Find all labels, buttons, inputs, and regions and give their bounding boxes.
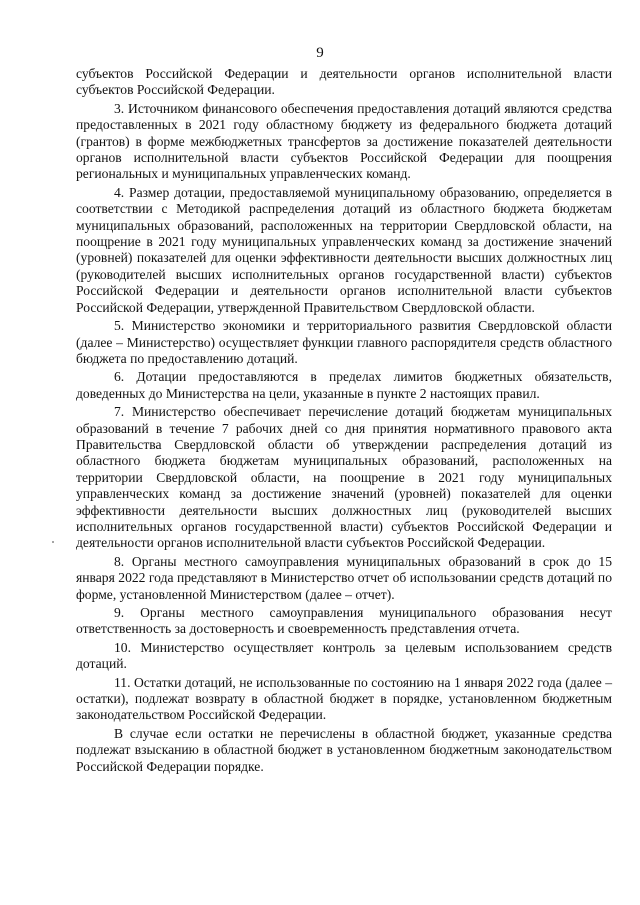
- paragraph-item-6: 6. Дотации предоставляются в пределах лимитов бюджетных обязательств, доведенных до Министерства на цели, указанные в пункте 2 настоящих правил.: [76, 369, 612, 401]
- paragraph-item-9: 9. Органы местного самоуправления муниципального образования несут ответственность за достоверность и своевременность представления отчета.: [76, 605, 612, 637]
- document-body: [76, 66, 612, 777]
- paragraph-item-7: 7. Министерство обеспечивает перечисление дотаций бюджетам муниципальных образований в течение 7 рабочих дней со дня принятия нормативного правового акта Правительства Свердловской области об утверждении распределения дотаций из областного бюджета бюджетам муниципальных образований, расположенных на территории Свердловской области, на поощрение в 2021 году муниципальных управленческих команд за достижение значений (уровней) показателей для оценки эффективности деятельности высших должностных лиц (руководителей высших исполнительных органов государственной власти) субъектов Российской Федерации и деятельности органов исполнительной власти субъектов Российской Федерации.: [76, 404, 612, 551]
- paragraph-item-10: 10. Министерство осуществляет контроль за целевым использованием средств дотаций.: [76, 639, 612, 672]
- paragraph-item-3: 3. Источником финансового обеспечения предоставления дотаций являются средства предоставленных в 2021 году областному бюджету из федерального бюджета дотаций (грантов) в форме межбюджетных трансфертов за достижение показателей деятельности органов исполнительной власти субъектов Российской Федерации для поощрения региональных и муниципальных управленческих команд.: [76, 100, 612, 182]
- paragraph-item-11: 11. Остатки дотаций, не использованные по состоянию на 1 января 2022 года (далее – остатки), подлежат возврату в областной бюджет в порядке, установленном бюджетным законодательством Российской Федерации.: [76, 674, 612, 723]
- margin-mark: [52, 541, 54, 543]
- paragraph-item-5: 5. Министерство экономики и территориального развития Свердловской области (далее – Министерство) осуществляет функции главного распорядителя средств областного бюджета по предоставлению дотаций.: [76, 318, 612, 366]
- page-number: 9: [316, 45, 324, 61]
- paragraph-item-4: 4. Размер дотации, предоставляемой муниципальному образованию, определяется в соответствии с Методикой распределения дотаций из областного бюджета бюджетам муниципальных образований, расположенных на территории Свердловской области, на поощрение в 2021 году муниципальных управленческих команд за достижение значений (уровней) показателей для оценки эффективности деятельности высших должностных лиц (руководителей высших исполнительных органов государственной власти) субъектов Российской Федерации и деятельности органов исполнительной власти субъектов Российской Федерации, утвержденной Правительством Свердловской области.: [76, 184, 612, 315]
- paragraph-remainder-note: В случае если остатки не перечислены в областной бюджет, указанные средства подлежат взысканию в областной бюджет в установленном бюджетным законодательством Российской Федерации порядке.: [76, 725, 612, 774]
- paragraph-continuation: субъектов Российской Федерации и деятельности органов исполнительной власти субъектов Российской Федерации.: [76, 66, 612, 98]
- paragraph-item-8: 8. Органы местного самоуправления муниципальных образований в срок до 15 января 2022 года представляют в Министерство отчет об использовании средств дотаций по форме, установленной Министерством (далее – отчет).: [76, 553, 612, 602]
